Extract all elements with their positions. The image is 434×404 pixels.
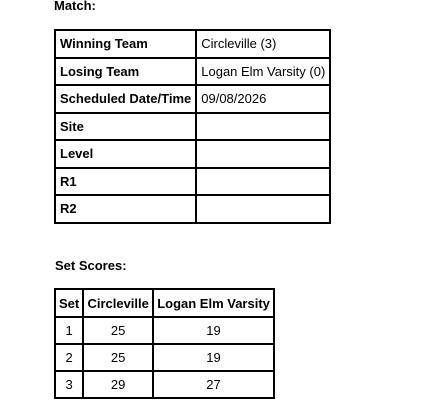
logan-elm-column-header: Logan Elm Varsity — [153, 289, 274, 317]
set-scores-heading: Set Scores: — [55, 258, 127, 273]
table-row — [55, 344, 274, 371]
set-number-cell: 3 — [55, 371, 83, 398]
winning-team-value: Circleville (3) — [196, 30, 330, 58]
level-value — [196, 140, 330, 168]
circleville-score-cell: 25 — [83, 344, 153, 371]
losing-team-value: Logan Elm Varsity (0) — [196, 58, 330, 86]
match-details-table — [54, 29, 331, 224]
set-column-header: Set — [55, 289, 83, 317]
logan-elm-score-cell: 19 — [153, 317, 274, 344]
logan-elm-score-cell: 27 — [153, 371, 274, 398]
table-row — [55, 113, 330, 141]
table-row — [55, 168, 330, 196]
level-label: Level — [55, 140, 196, 168]
circleville-score-cell: 29 — [83, 371, 153, 398]
scheduled-datetime-label: Scheduled Date/Time — [55, 85, 196, 113]
table-row — [55, 140, 330, 168]
table-row — [55, 58, 330, 86]
losing-team-label: Losing Team — [55, 58, 196, 86]
set-number-cell: 1 — [55, 317, 83, 344]
site-value — [196, 113, 330, 141]
table-row — [55, 317, 274, 344]
match-heading: Match: — [54, 0, 96, 13]
set-scores-table — [54, 288, 275, 399]
scheduled-datetime-value: 09/08/2026 — [196, 85, 330, 113]
table-row — [55, 195, 330, 223]
r1-label: R1 — [55, 168, 196, 196]
table-row — [55, 85, 330, 113]
set-number-cell: 2 — [55, 344, 83, 371]
circleville-column-header: Circleville — [83, 289, 153, 317]
table-row — [55, 30, 330, 58]
table-header-row — [55, 289, 274, 317]
r2-label: R2 — [55, 195, 196, 223]
winning-team-label: Winning Team — [55, 30, 196, 58]
logan-elm-score-cell: 19 — [153, 344, 274, 371]
table-row — [55, 371, 274, 398]
site-label: Site — [55, 113, 196, 141]
circleville-score-cell: 25 — [83, 317, 153, 344]
r1-value — [196, 168, 330, 196]
r2-value — [196, 195, 330, 223]
